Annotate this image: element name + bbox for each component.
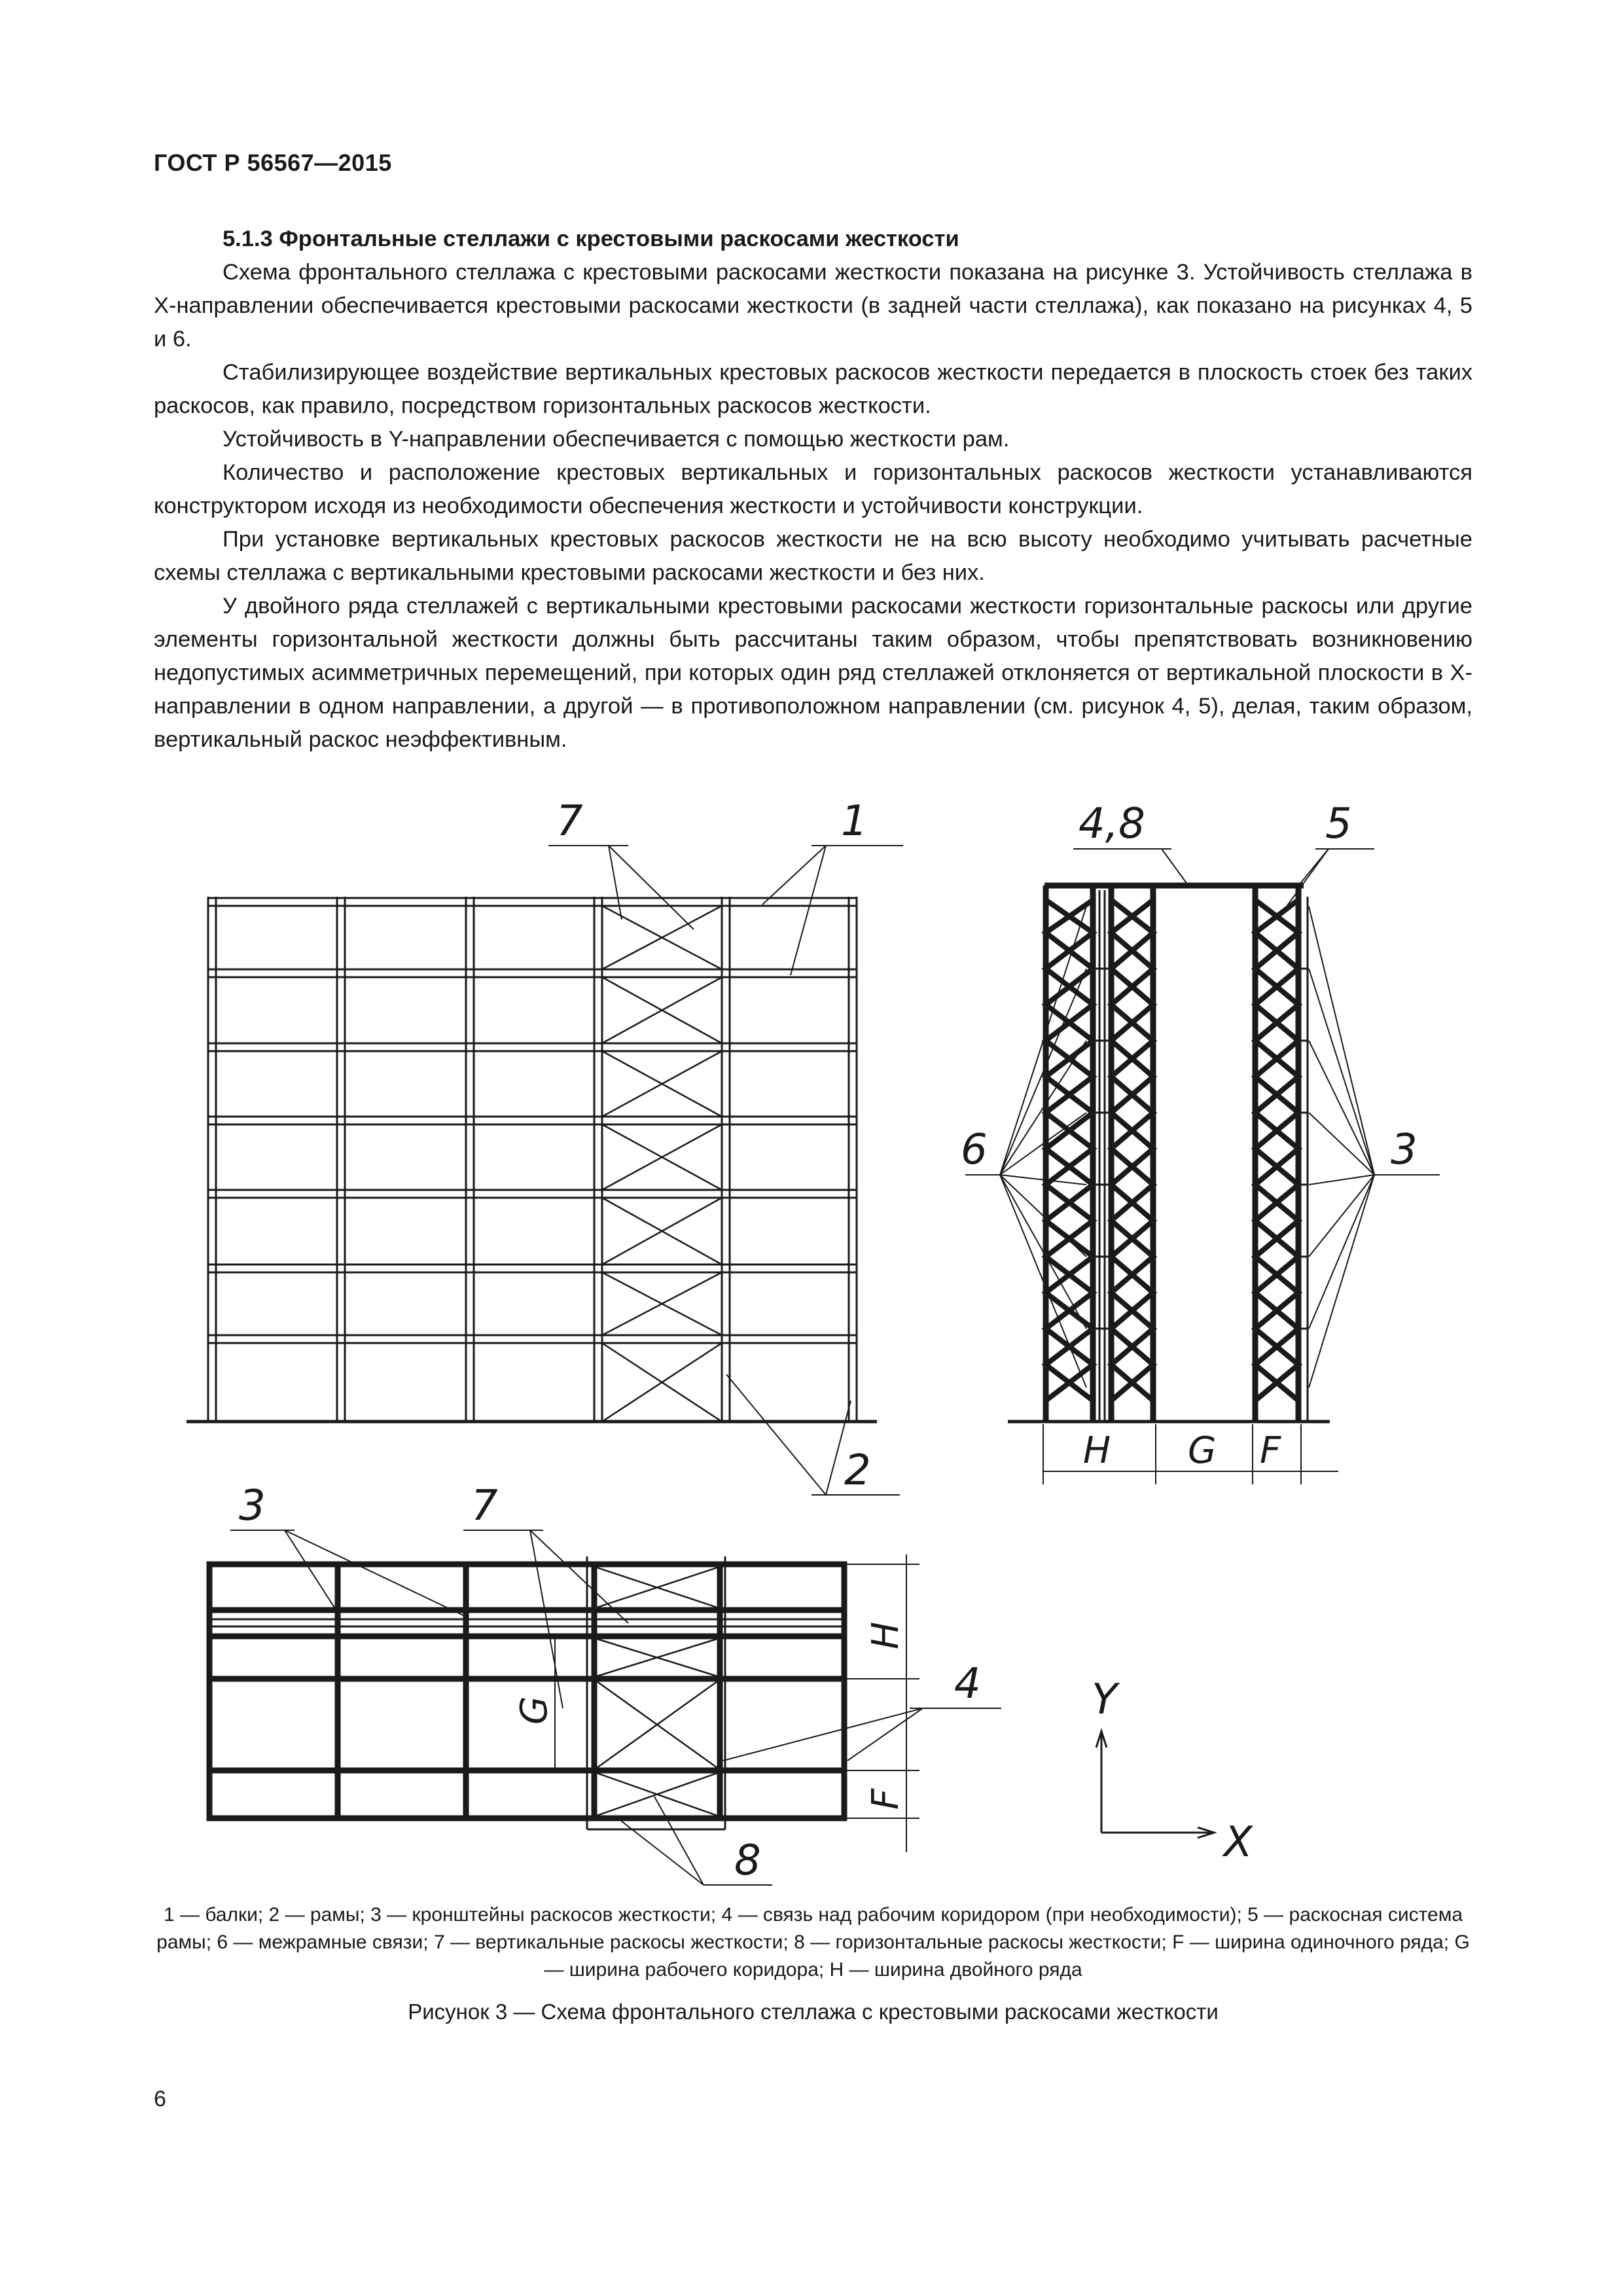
- plan-label-7: 7: [471, 1482, 498, 1530]
- front-label-2: 2: [844, 1446, 871, 1495]
- plan-dim-G: G: [513, 1696, 556, 1725]
- plan-view: [209, 1530, 1214, 1885]
- plan-label-4: 4: [954, 1660, 981, 1708]
- dim-label-G: G: [1188, 1429, 1217, 1472]
- plan-dim-H: H: [865, 1621, 907, 1649]
- axis-label-X: X: [1224, 1818, 1253, 1867]
- axis-label-Y: Y: [1092, 1676, 1118, 1724]
- dim-label-F: F: [1260, 1429, 1281, 1472]
- paragraph: Количество и расположение крестовых вертикальных и горизонтальных раскосов жесткости устанавливаются конструктором исходя из необходимости обеспечения жесткости и устойчивости конструкции.: [154, 460, 1472, 518]
- paragraph: Схема фронтального стеллажа с крестовыми раскосами жесткости показана на рисунке 3. Устойчивость стеллажа в X-направлении обеспечивается крестовыми раскосами жесткости (в задней части стеллажа), как показано на рисунках 4, 5 и 6.: [154, 260, 1472, 351]
- dim-label-H: H: [1083, 1429, 1111, 1472]
- plan-label-3: 3: [239, 1482, 266, 1530]
- front-label-1: 1: [841, 797, 868, 846]
- side-elevation: [965, 849, 1440, 1484]
- front-label-7: 7: [556, 797, 583, 846]
- page-number: 6: [154, 2087, 166, 2111]
- figure-legend: 1 — балки; 2 — рамы; 3 — кронштейны раскосов жесткости; 4 — связь над рабочим коридором (при необходимости); 5 — раскосная система рамы; 6 — межрамные связи; 7 — вертикальные раскосы жесткости; 8 — горизонтальные раскосы жесткости; F — ширина одиночного ряда; G — ширина рабочего коридора; H — ширина двойного ряда: [156, 1904, 1470, 1981]
- side-label-5: 5: [1325, 800, 1352, 848]
- side-label-3: 3: [1391, 1126, 1418, 1174]
- paragraph: Стабилизирующее воздействие вертикальных крестовых раскосов жесткости передается в плоскость стоек без таких раскосов, как правило, посредством горизонтальных раскосов жесткости.: [154, 360, 1472, 418]
- plan-label-8: 8: [734, 1837, 761, 1885]
- paragraph: При установке вертикальных крестовых раскосов жесткости не на всю высоту необходимо учитывать расчетные схемы стеллажа с вертикальными крестовыми раскосами жесткости и без них.: [154, 527, 1472, 585]
- paragraph: Устойчивость в Y-направлении обеспечивается с помощью жесткости рам.: [223, 427, 1010, 452]
- figure-caption: Рисунок 3 — Схема фронтального стеллажа с крестовыми раскосами жесткости: [408, 2000, 1219, 2024]
- paragraph: У двойного ряда стеллажей с вертикальными крестовыми раскосами жесткости горизонтальные раскосы или другие элементы горизонтальной жесткости должны быть рассчитаны таким образом, чтобы препятствовать возникновению недопустимых асимметричных перемещений, при которых один ряд стеллажей отклоняется от вертикальной плоскости в X-направлении в одном направлении, а другой — в противоположном направлении (см. рисунок 4, 5), делая, таким образом, вертикальный раскос неэффективным.: [154, 594, 1472, 752]
- section-title: 5.1.3 Фронтальные стеллажи с крестовыми раскосами жесткости: [223, 226, 959, 251]
- document-header: ГОСТ Р 56567—2015: [154, 149, 392, 176]
- plan-dim-F: F: [865, 1788, 907, 1810]
- side-label-6: 6: [961, 1126, 988, 1174]
- front-elevation: [187, 846, 903, 1495]
- side-label-4-8: 4,8: [1079, 800, 1145, 848]
